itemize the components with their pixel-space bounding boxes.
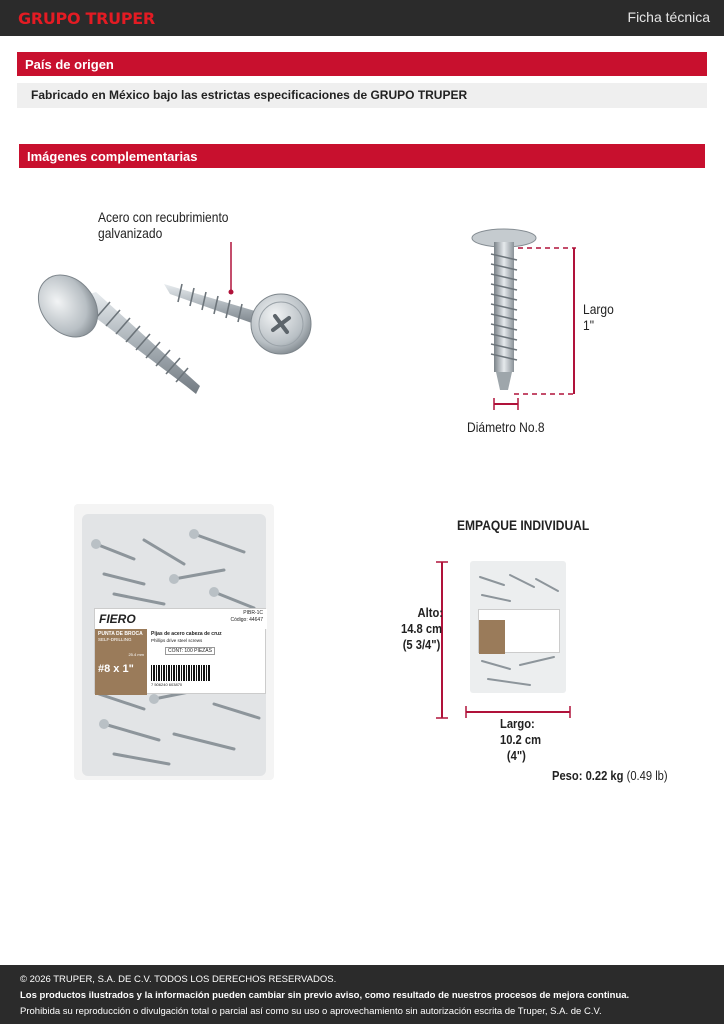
footer-copyright: © 2026 TRUPER, S.A. DE C.V. TODOS LOS DERECHOS RESERVADOS.: [20, 974, 337, 985]
width-label: Largo:: [500, 716, 535, 731]
screw-dimension-drawing: [466, 226, 586, 416]
screw-left: [36, 263, 200, 394]
length-value: 1": [583, 317, 594, 333]
images-section-title: Imágenes complementarias: [19, 144, 705, 168]
coating-label-line-1: Acero con recubrimiento: [98, 209, 229, 225]
screw-right: [164, 284, 311, 354]
brand-logo: GRUPO TRUPER: [18, 9, 155, 28]
package-photo: [74, 504, 274, 780]
package-dimension-lines: [434, 560, 576, 722]
weight-label: Peso:: [552, 768, 583, 783]
document-type: Ficha técnica: [627, 9, 710, 25]
diameter-label: Diámetro No.8: [467, 419, 545, 435]
width-dimension: [500, 716, 541, 764]
package-tip-es: PUNTA DE BROCA: [98, 631, 143, 637]
barcode-icon: [151, 665, 211, 681]
package-desc-en: Phillips drive steel screws: [151, 638, 203, 643]
height-in: (5 3/4"): [402, 637, 441, 652]
height-cm: 14.8 cm: [400, 621, 443, 636]
width-in: (4"): [506, 748, 526, 763]
width-cm: 10.2 cm: [500, 732, 542, 747]
length-label-text: Largo: [583, 301, 614, 317]
package-brand: FIERO: [99, 612, 136, 626]
footer-prohibited: Prohibida su reproducción o divulgación total o parcial así como su uso o aprovechamiento sin autorización escrita de Truper, S.A. de C.V.: [20, 1006, 602, 1017]
weight-lb: (0.49 lb): [626, 768, 668, 783]
package-size: #8 x 1": [98, 663, 134, 675]
screws-photo: [36, 236, 326, 416]
origin-section-title: País de origen: [17, 52, 707, 76]
package-tip-en: SELF-DRILLING: [98, 637, 132, 642]
package-label: [94, 608, 266, 694]
package-code: Código: 44647: [230, 617, 263, 623]
coating-label-line-2: galvanizado: [98, 225, 163, 241]
weight-kg: 0.22 kg: [585, 768, 624, 783]
top-bar: [0, 0, 724, 36]
height-label: Alto:: [417, 605, 443, 620]
footer-notice: Los productos ilustrados y la información pueden cambiar sin previo aviso, como resultado de nuestros procesos de mejora continua.: [20, 990, 630, 1001]
origin-text: Fabricado en México bajo las estrictas especificaciones de GRUPO TRUPER: [17, 83, 707, 108]
package-barcode-number: 7 506240 603870: [151, 682, 183, 687]
package-mm: 25.4 mm: [128, 652, 144, 657]
package-contents: CONT: 100 PIEZAS: [165, 647, 215, 655]
footer: [0, 965, 724, 1024]
package-brown-panel: [95, 629, 147, 695]
package-heading: EMPAQUE INDIVIDUAL: [457, 517, 590, 533]
height-dimension: [400, 605, 443, 653]
length-label: [583, 301, 614, 333]
package-desc-es: Pijas de acero cabeza de cruz: [151, 631, 222, 637]
weight-line: [552, 768, 668, 784]
package-model: PIBR-1C: [243, 610, 263, 616]
